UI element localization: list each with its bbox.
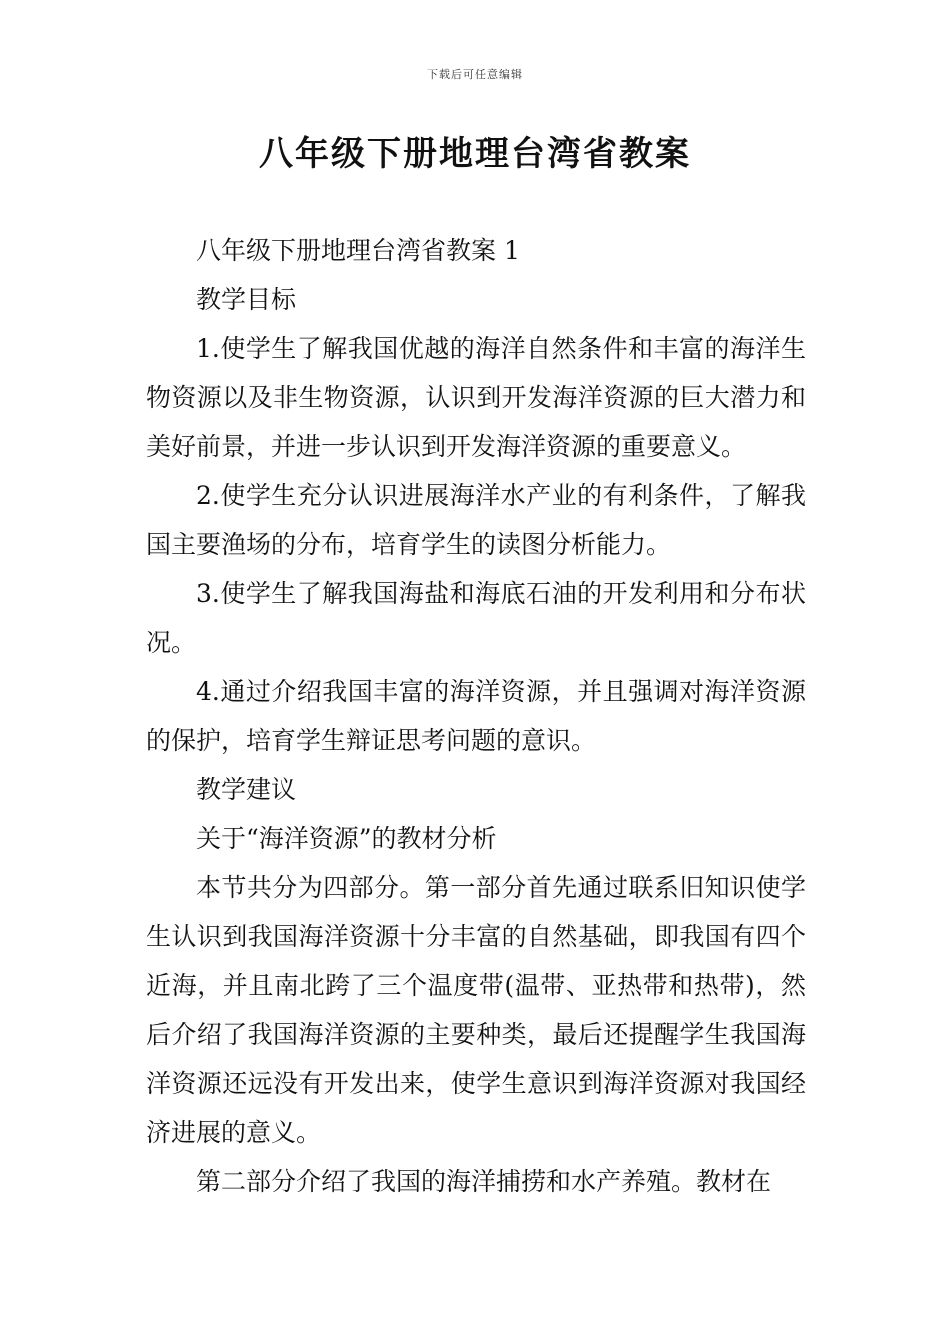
- paragraph-teaching-goals-heading: 教学目标: [196, 285, 297, 314]
- document-body: [146, 226, 806, 1206]
- paragraph-teaching-suggestions-heading: 教学建议: [196, 775, 297, 804]
- page-header: 下载后可任意编辑: [427, 68, 523, 81]
- paragraph-goal-3: 3.使学生了解我国海盐和海底石油的开发利用和分布状况。: [146, 579, 806, 657]
- paragraph-part-one: 本节共分为四部分。第一部分首先通过联系旧知识使学生认识到我国海洋资源十分丰富的自然基础，即我国有四个近海，并且南北跨了三个温度带(温带、亚热带和热带)，然后介绍了我国海洋资源的主要种类，最后还提醒学生我国海洋资源还远没有开发出来，使学生意识到海洋资源对我国经济进展的意义。: [146, 873, 806, 1147]
- paragraph-goal-2: 2.使学生充分认识进展海洋水产业的有利条件，了解我国主要渔场的分布，培育学生的读图分析能力。: [146, 481, 806, 559]
- paragraph-analysis-heading: 关于“海洋资源”的教材分析: [196, 824, 497, 853]
- document-title: 八年级下册地理台湾省教案: [259, 134, 691, 174]
- paragraph-section-heading: 八年级下册地理台湾省教案 1: [196, 236, 520, 265]
- paragraph-part-two: 第二部分介绍了我国的海洋捕捞和水产养殖。教材在: [196, 1167, 772, 1196]
- paragraph-goal-1: 1.使学生了解我国优越的海洋自然条件和丰富的海洋生物资源以及非生物资源，认识到开发海洋资源的巨大潜力和美好前景，并进一步认识到开发海洋资源的重要意义。: [146, 334, 806, 461]
- paragraph-goal-4: 4.通过介绍我国丰富的海洋资源，并且强调对海洋资源的保护，培育学生辩证思考问题的意识。: [146, 677, 806, 755]
